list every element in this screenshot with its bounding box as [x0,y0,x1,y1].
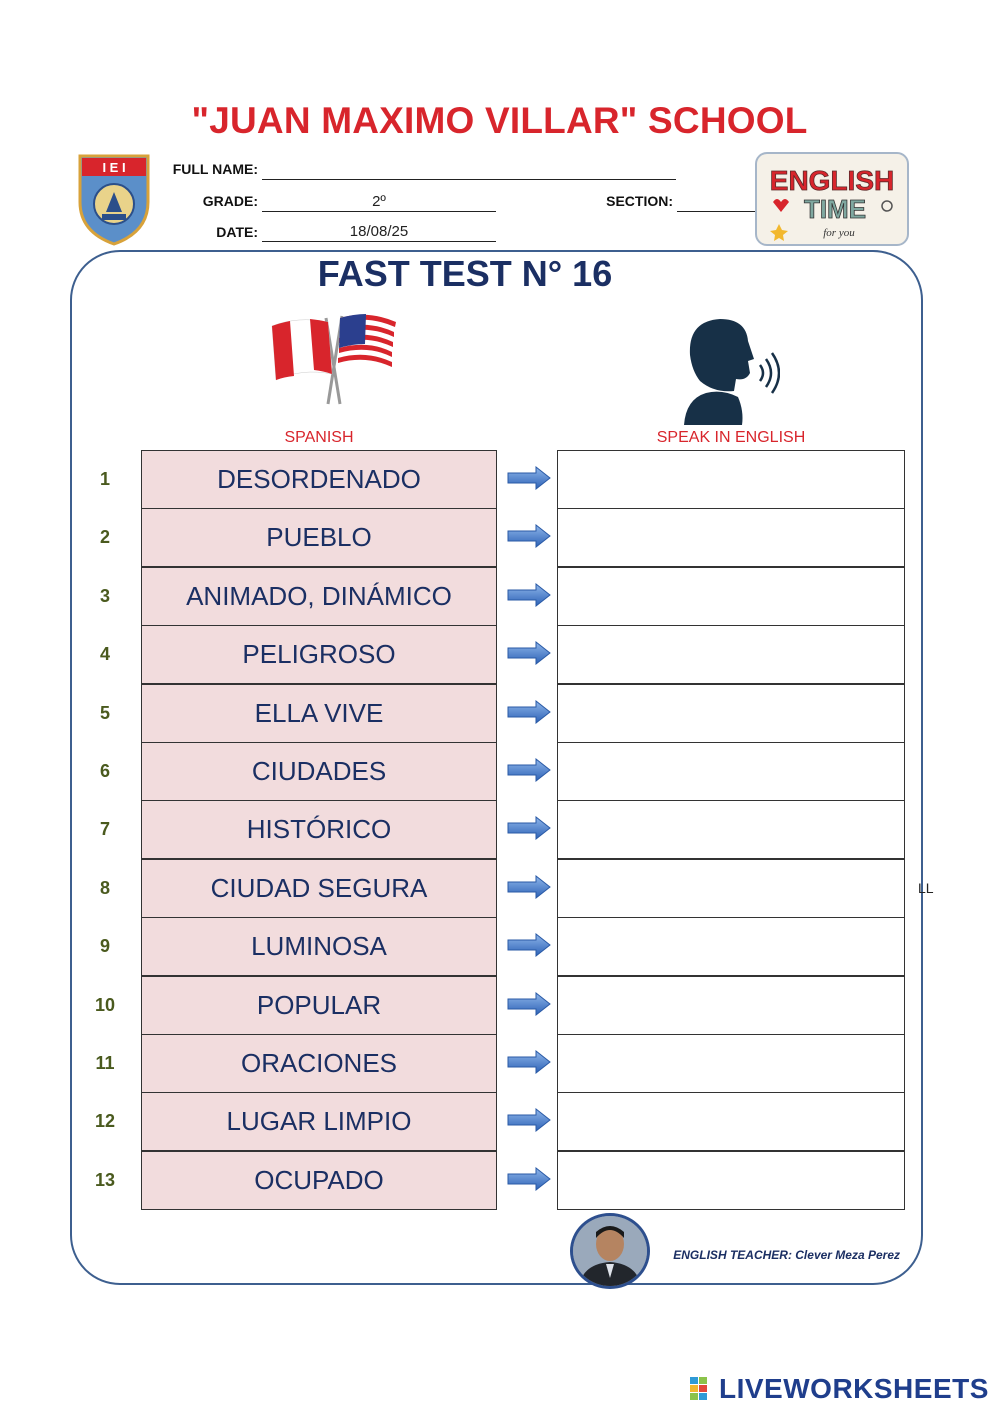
row-number: 5 [99,702,110,723]
liveworksheets-brand: LIVEWORKSHEETS [719,1373,989,1404]
row-number: 11 [95,1053,115,1073]
spanish-word-cell: ORACIONES [141,1034,497,1093]
section-field[interactable] [677,191,757,212]
peru-usa-flags-icon [268,308,402,406]
english-answer-cell[interactable] [557,625,905,684]
badge-for-you: for you [823,227,855,239]
row-number: 13 [94,1169,116,1190]
english-time-badge [755,152,909,246]
school-title: "JUAN MAXIMO VILLAR" SCHOOL [191,100,808,141]
row-number: 9 [99,936,110,957]
english-answer-cell[interactable] [557,567,905,626]
crest-letters: I E I [102,160,126,175]
spanish-word-cell: LUGAR LIMPIO [141,1092,497,1151]
english-answer-cell[interactable] [557,1151,905,1210]
english-answer-cell[interactable] [557,800,905,859]
star-icon [770,224,788,241]
side-mark: LL [918,880,934,896]
row-number: 4 [99,644,110,665]
english-answer-cell[interactable] [557,450,905,509]
english-answer-cell[interactable] [557,917,905,976]
english-column-header: SPEAK IN ENGLISH [656,429,806,446]
spanish-word-cell: DESORDENADO [141,450,497,509]
right-arrow-icon [506,1167,552,1191]
row-number: 1 [99,469,110,489]
right-arrow-icon [506,933,552,957]
date-label: DATE: [216,224,258,240]
right-arrow-icon [506,758,552,782]
grade-value: 2º [372,193,386,210]
badge-time: TIME [803,194,867,224]
right-arrow-icon [506,1050,552,1074]
spanish-word-cell: POPULAR [141,976,497,1035]
row-number: 6 [99,761,110,781]
right-arrow-icon [506,524,552,548]
full-name-label: FULL NAME: [172,161,258,177]
right-arrow-icon [506,875,552,899]
right-arrow-icon [506,583,552,607]
row-number: 2 [99,527,110,548]
spanish-word-cell: ELLA VIVE [141,684,497,743]
test-title: FAST TEST N° 16 [317,253,613,294]
row-number: 8 [99,877,110,898]
full-name-field[interactable] [262,159,676,180]
spanish-word-cell: OCUPADO [141,1151,497,1210]
right-arrow-icon [506,466,552,490]
section-label: SECTION: [606,193,673,209]
english-answer-cell[interactable] [557,1034,905,1093]
row-number: 10 [94,994,116,1015]
row-number: 3 [99,585,110,606]
speaking-person-icon [680,315,780,427]
english-answer-cell[interactable] [557,859,905,918]
right-arrow-icon [506,700,552,724]
spanish-word-cell: CIUDADES [141,742,497,801]
liveworksheets-logo [690,1372,989,1406]
right-arrow-icon [506,992,552,1016]
badge-english: ENGLISH [769,165,895,196]
spanish-word-cell: PUEBLO [141,508,497,567]
english-answer-cell[interactable] [557,508,905,567]
english-answer-cell[interactable] [557,742,905,801]
date-field[interactable] [262,221,496,242]
spanish-word-cell: HISTÓRICO [141,800,497,859]
right-arrow-icon [506,641,552,665]
grade-label: GRADE: [202,193,258,209]
english-answer-cell[interactable] [557,684,905,743]
spanish-word-cell: PELIGROSO [141,625,497,684]
teacher-name: ENGLISH TEACHER: Clever Meza Perez [673,1248,900,1262]
liveworksheets-logo-icon [690,1377,716,1401]
spanish-column-header: SPANISH [284,429,354,446]
spanish-word-cell: LUMINOSA [141,917,497,976]
spanish-word-cell: CIUDAD SEGURA [141,859,497,918]
row-number: 7 [99,819,110,840]
english-answer-cell[interactable] [557,1092,905,1151]
english-answer-cell[interactable] [557,976,905,1035]
swirl-icon [882,201,892,211]
heart-icon [773,199,789,212]
grade-field[interactable] [262,191,496,212]
right-arrow-icon [506,816,552,840]
date-value: 18/08/25 [349,223,409,240]
spanish-word-cell: ANIMADO, DINÁMICO [141,567,497,626]
right-arrow-icon [506,1108,552,1132]
row-number: 12 [94,1111,116,1132]
